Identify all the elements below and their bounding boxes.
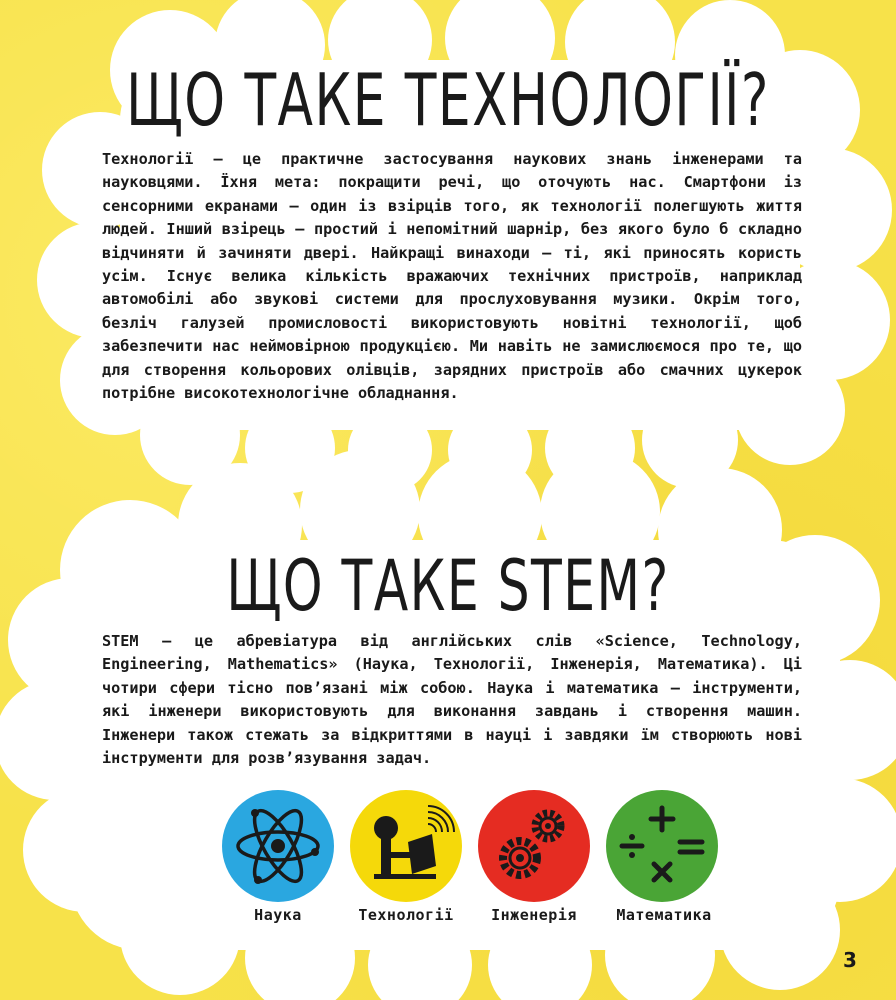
page-number: 3 <box>843 948 857 972</box>
icon-label-mathematics: Математика <box>616 906 712 924</box>
atom-icon <box>222 790 334 902</box>
icon-label-science: Наука <box>254 906 302 924</box>
math-symbols-icon <box>606 790 718 902</box>
icon-label-technology: Технології <box>358 906 454 924</box>
section-title-technology: ЩО ТАКЕ ТЕХНОЛОГІЇ? <box>126 58 770 142</box>
section-body-technology: Технології – це практичне застосування наукових знань інженерами та науковцями. Їхня мета: покращити речі, що оточують нас. Смартфони із сенсорними екранами – один із взірців того, як технології полегшують життя людей. Інший взірець – простий і непомітний шарнір, без якого було б складно відчиняти й зачиняти двері. Найкращі винаходи – ті, які приносять користь усім. Існує велика кількість вражаючих технічних пристроїв, наприклад автомобілі або звукові системи для прослуховування музики. Окрім того, безліч галузей промисловості використовують новітні технології, щоб забезпечити нас неймовірною продукцією. Ми навіть не замислюємося про те, що для створення кольорових олівців, зарядних пристроїв або смачних цукерок потрібне високотехнологічне обладнання. <box>102 150 802 403</box>
person-laptop-icon <box>350 790 462 902</box>
section-title-stem: ЩО ТАКЕ STEM? <box>226 545 670 627</box>
icon-label-engineering: Інженерія <box>491 906 577 924</box>
gears-icon <box>478 790 590 902</box>
section-body-stem: STEM – це абревіатура від англійських слів «Science, Technology, Engineering, Mathematics» (Наука, Технології, Інженерія, Математика). Ці чотири сфери тісно пов’язані між собою. Наука і математика – інструменти, які інженери використовують для виконання завдань і створення машин. Інженери також стежать за відкриттями в науці і завдяки їм створюють нові інструменти для розв’язування задач. <box>102 632 802 768</box>
